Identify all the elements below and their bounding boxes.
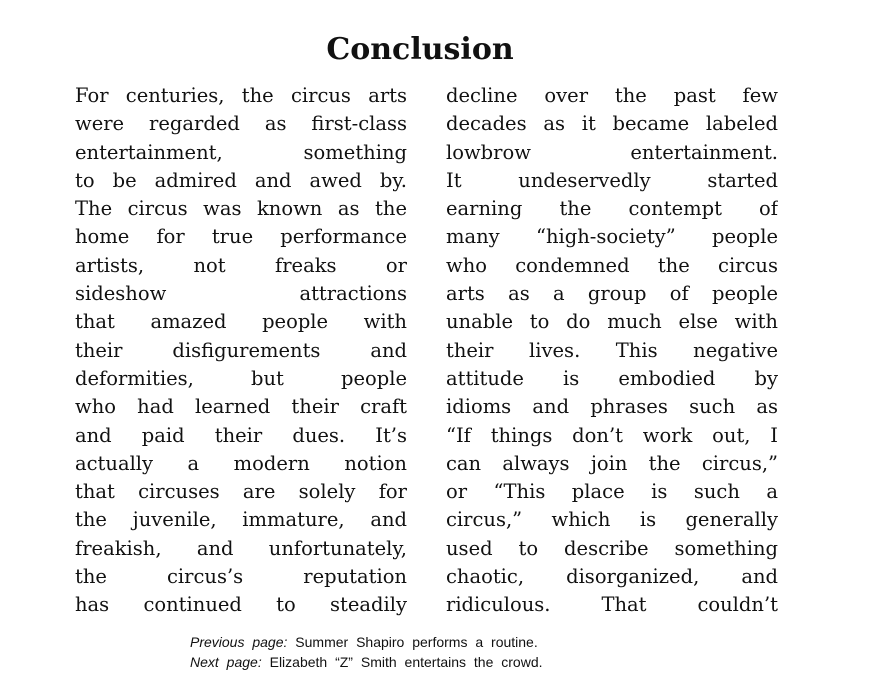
text-line: who condemned the circus: [446, 253, 778, 277]
text-line: the juvenile, immature, and: [75, 508, 407, 532]
caption-next-text: Elizabeth “Z” Smith entertains the crowd.: [269, 654, 543, 670]
text-line: The circus was known as the: [75, 197, 407, 221]
caption-next: [190, 652, 670, 672]
text-line: unable to do much else with: [446, 310, 778, 334]
text-line: can always join the circus,”: [446, 451, 778, 475]
text-line: deformities, but people: [75, 366, 407, 390]
text-line: It undeservedly started: [446, 168, 778, 192]
text-line: arts as a group of people: [446, 282, 778, 306]
text-line: used to describe something: [446, 536, 778, 560]
text-line: lowbrow entertainment.: [446, 140, 778, 164]
text-line: decades as it became labeled: [446, 112, 778, 136]
text-line: their lives. This negative: [446, 338, 778, 362]
text-line: that amazed people with: [75, 310, 407, 334]
photo-captions: [190, 632, 670, 672]
text-line: idioms and phrases such as: [446, 395, 778, 419]
text-line: attitude is embodied by: [446, 366, 778, 390]
text-line: ridiculous. That couldn’t: [446, 593, 778, 617]
text-line: artists, not freaks or: [75, 253, 407, 277]
page-title: Conclusion: [326, 32, 514, 67]
text-line: home for true performance: [75, 225, 407, 249]
text-line: to be admired and awed by.: [75, 168, 407, 192]
body-column-left: [75, 82, 407, 620]
text-line: circus,” which is generally: [446, 508, 778, 532]
text-line: sideshow attractions: [75, 282, 407, 306]
caption-next-label: Next page:: [190, 654, 262, 670]
text-line: that circuses are solely for: [75, 480, 407, 504]
text-line: the circus’s reputation: [75, 565, 407, 589]
text-line: For centuries, the circus arts: [75, 84, 407, 107]
text-line: and paid their dues. It’s: [75, 423, 407, 447]
body-column-right: [446, 82, 778, 620]
text-line: has continued to steadily: [75, 593, 407, 617]
text-line: earning the contempt of: [446, 197, 778, 221]
text-line: decline over the past few: [446, 84, 778, 107]
text-line: who had learned their craft: [75, 395, 407, 419]
text-line: chaotic, disorganized, and: [446, 565, 778, 589]
caption-previous-label: Previous page:: [190, 634, 288, 650]
text-line: entertainment, something: [75, 140, 407, 164]
text-line: actually a modern notion: [75, 451, 407, 475]
text-line: “If things don’t work out, I: [446, 423, 778, 447]
caption-previous: [190, 632, 670, 652]
text-line: or “This place is such a: [446, 480, 778, 504]
caption-previous-text: Summer Shapiro performs a routine.: [295, 634, 538, 650]
text-line: their disfigurements and: [75, 338, 407, 362]
text-line: many “high-society” people: [446, 225, 778, 249]
text-line: freakish, and unfortunately,: [75, 536, 407, 560]
text-line: were regarded as first-class: [75, 112, 407, 136]
